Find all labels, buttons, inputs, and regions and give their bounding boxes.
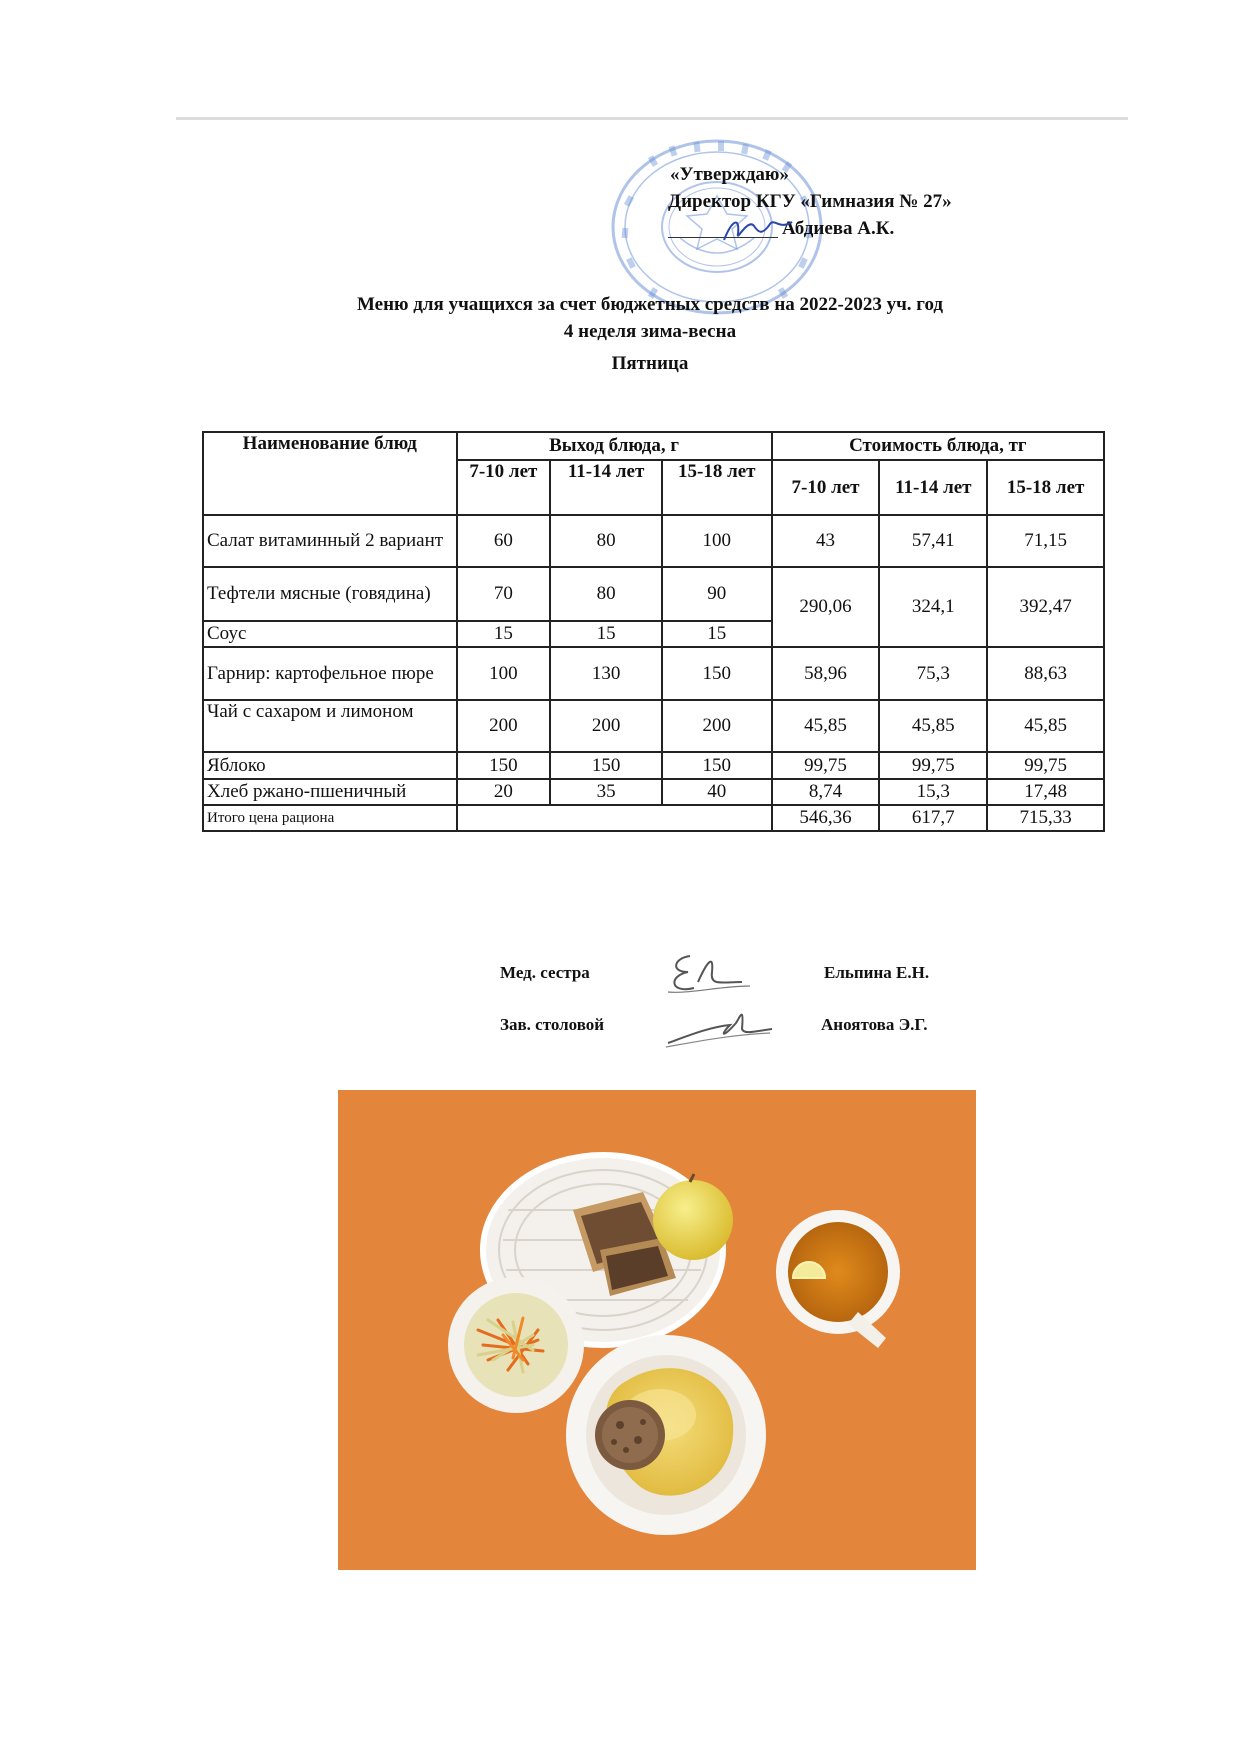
menu-title: Меню для учащихся за счет бюджетных средств на 2022-2023 уч. год: [356, 294, 944, 315]
yield-cell: 200: [457, 700, 551, 752]
salad-bowl: [448, 1277, 584, 1413]
nurse-name: Ельпина Е.Н.: [824, 963, 930, 982]
yield-cell: 150: [662, 647, 772, 700]
dish-name: Хлеб ржано-пшеничный: [203, 779, 457, 805]
cost-cell: 58,96: [772, 647, 880, 700]
cost-cell: 392,47: [987, 567, 1104, 647]
cost-cell: 71,15: [987, 515, 1104, 567]
table-row: [203, 779, 1104, 805]
dish-name: Яблоко: [203, 752, 457, 779]
director-signature: [718, 212, 798, 246]
header-yield: Выход блюда, г: [457, 432, 772, 460]
total-row: [203, 805, 1104, 831]
cost-cell: 15,3: [879, 779, 987, 805]
total-cost: 715,33: [987, 805, 1104, 831]
table-row: [203, 700, 1104, 752]
nurse-signature: [660, 942, 760, 1002]
yield-cell: 150: [662, 752, 772, 779]
meal-photo: [338, 1090, 976, 1570]
cost-cell: 17,48: [987, 779, 1104, 805]
yield-cell: 70: [457, 567, 551, 621]
cost-age-1: 7-10 лет: [772, 460, 880, 515]
cost-cell: 99,75: [879, 752, 987, 779]
menu-table: [202, 431, 1105, 832]
menu-week: 4 неделя зима-весна: [563, 321, 737, 342]
cost-cell: 99,75: [772, 752, 880, 779]
cost-cell: 8,74: [772, 779, 880, 805]
dish-name: Чай с сахаром и лимоном: [203, 700, 457, 752]
yield-cell: 15: [662, 621, 772, 647]
dish-name: Тефтели мясные (говядина): [203, 567, 457, 621]
cost-cell: 75,3: [879, 647, 987, 700]
cost-cell: 57,41: [879, 515, 987, 567]
yield-cell: 35: [550, 779, 662, 805]
dish-name: Соус: [203, 621, 457, 647]
yield-cell: 150: [550, 752, 662, 779]
total-cost: 617,7: [879, 805, 987, 831]
dish-name: Салат витаминный 2 вариант: [203, 515, 457, 567]
header-dish-name: Наименование блюд: [203, 432, 457, 515]
yield-cell: 130: [550, 647, 662, 700]
yield-age-3: 15-18 лет: [662, 460, 772, 515]
cost-cell: 45,85: [772, 700, 880, 752]
yield-cell: 80: [550, 515, 662, 567]
cost-cell: 99,75: [987, 752, 1104, 779]
approval-line-1: «Утверждаю»: [670, 164, 789, 185]
cost-cell: 88,63: [987, 647, 1104, 700]
yield-age-1: 7-10 лет: [457, 460, 551, 515]
nurse-role: Мед. сестра: [500, 963, 590, 982]
cost-cell: 43: [772, 515, 880, 567]
yield-cell: 20: [457, 779, 551, 805]
cost-age-2: 11-14 лет: [879, 460, 987, 515]
yield-cell: 200: [550, 700, 662, 752]
yield-cell: 100: [457, 647, 551, 700]
yield-cell: 200: [662, 700, 772, 752]
dish-name: Гарнир: картофельное пюре: [203, 647, 457, 700]
top-divider: [176, 117, 1128, 120]
total-empty-cell: [457, 805, 772, 831]
cost-cell: 324,1: [879, 567, 987, 647]
yield-cell: 60: [457, 515, 551, 567]
menu-day: Пятница: [611, 353, 689, 374]
cost-cell: 45,85: [987, 700, 1104, 752]
approval-line-2: Директор КГУ «Гимназия № 27»: [668, 191, 952, 212]
header-cost: Стоимость блюда, тг: [772, 432, 1104, 460]
total-cost: 546,36: [772, 805, 880, 831]
yield-cell: 15: [457, 621, 551, 647]
cost-cell: 45,85: [879, 700, 987, 752]
canteen-head-role: Зав. столовой: [500, 1015, 605, 1034]
canteen-head-signature: [660, 995, 780, 1051]
main-plate: [566, 1335, 766, 1535]
yield-age-2: 11-14 лет: [550, 460, 662, 515]
total-label: Итого цена рациона: [203, 805, 457, 831]
cost-cell: 290,06: [772, 567, 880, 647]
approval-block: [668, 161, 952, 242]
yield-cell: 15: [550, 621, 662, 647]
yield-cell: 40: [662, 779, 772, 805]
cost-age-3: 15-18 лет: [987, 460, 1104, 515]
table-row: [203, 647, 1104, 700]
yield-cell: 90: [662, 567, 772, 621]
canteen-head-name: Аноятова Э.Г.: [821, 1015, 928, 1034]
table-row: [203, 567, 1104, 621]
approval-line-3: Абдиева А.К.: [782, 218, 895, 239]
yield-cell: 150: [457, 752, 551, 779]
table-row: [203, 515, 1104, 567]
table-row: [203, 752, 1104, 779]
yield-cell: 80: [550, 567, 662, 621]
yield-cell: 100: [662, 515, 772, 567]
